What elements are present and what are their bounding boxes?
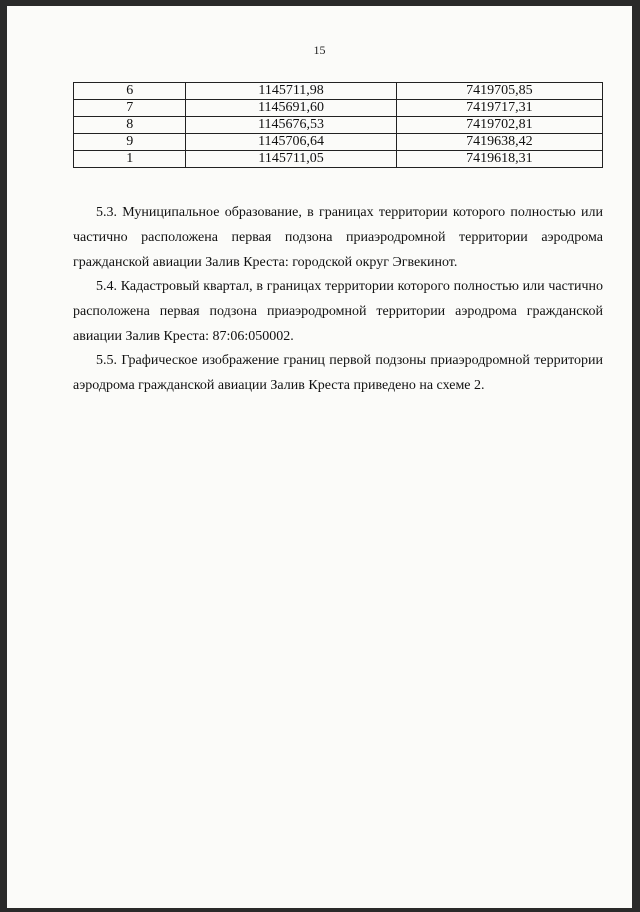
y-coordinate-cell: 7419702,81: [396, 117, 602, 134]
table-row: [74, 134, 603, 151]
y-coordinate-cell: 7419717,31: [396, 100, 602, 117]
table-row: [74, 117, 603, 134]
point-number-cell: 8: [74, 117, 186, 134]
x-coordinate-cell: 1145711,98: [186, 83, 396, 100]
document-page: [7, 6, 632, 908]
point-number-cell: 1: [74, 151, 186, 168]
y-coordinate-cell: 7419618,31: [396, 151, 602, 168]
x-coordinate-cell: 1145711,05: [186, 151, 396, 168]
x-coordinate-cell: 1145706,64: [186, 134, 396, 151]
point-number-cell: 7: [74, 100, 186, 117]
y-coordinate-cell: 7419705,85: [396, 83, 602, 100]
paragraph-municipality: 5.3. Муниципальное образование, в границах территории которого полностью или частично расположена первая подзона приаэродромной территории аэродрома гражданской авиации Залив Креста: городской округ Эгвекинот.: [73, 205, 603, 270]
x-coordinate-cell: 1145676,53: [186, 117, 396, 134]
coordinates-table: [73, 82, 603, 168]
point-number-cell: 6: [74, 83, 186, 100]
paragraph-graphic-image: 5.5. Графическое изображение границ первой подзоны приаэродромной территории аэродрома гражданской авиации Залив Креста приведено на схеме 2.: [73, 353, 603, 393]
table-row: [74, 151, 603, 168]
page-number: 15: [313, 43, 326, 57]
table-row: [74, 100, 603, 117]
y-coordinate-cell: 7419638,42: [396, 134, 602, 151]
point-number-cell: 9: [74, 134, 186, 151]
paragraph-cadastral-quarter: 5.4. Кадастровый квартал, в границах территории которого полностью или частично расположена первая подзона приаэродромной территории аэродрома гражданской авиации Залив Креста: 87:06:050002.: [73, 279, 603, 344]
table-row: [74, 83, 603, 100]
x-coordinate-cell: 1145691,60: [186, 100, 396, 117]
